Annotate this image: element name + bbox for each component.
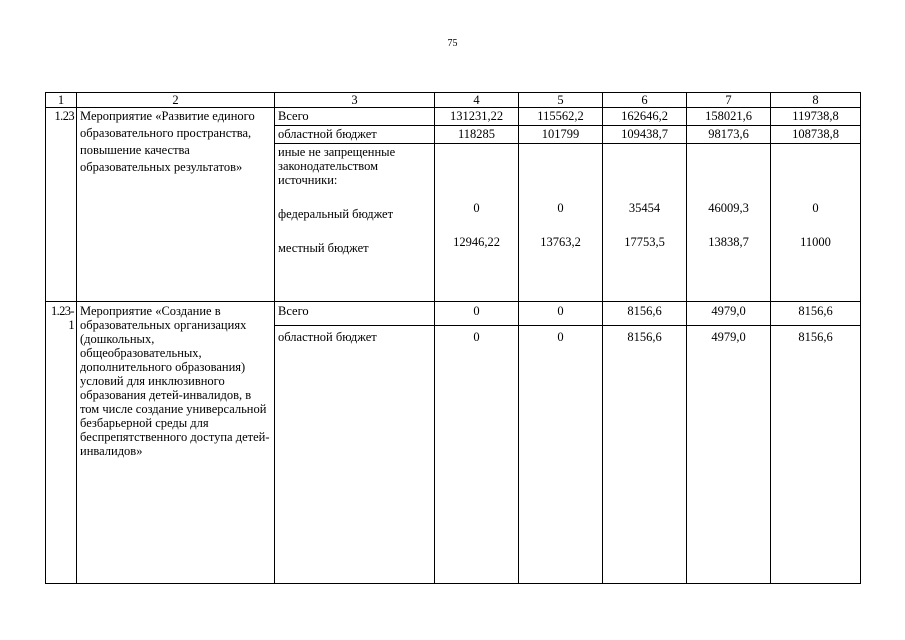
row-id: 1.23 — [46, 108, 77, 302]
header-cell: 1 — [46, 93, 77, 108]
header-cell: 4 — [435, 93, 519, 108]
value-cell: 158021,6 — [687, 108, 771, 126]
source-cell: Всего — [275, 108, 435, 126]
row-name: Мероприятие «Развитие единого образовательного пространства, повышение качества образовательных результатов» — [77, 108, 275, 302]
value-cell-group — [519, 144, 603, 302]
row-name: Мероприятие «Создание в образовательных организациях (дошкольных, общеобразовательных, дополнительного образования) условий для инклюзивного образования детей-инвалидов, в том числе создание универсальной безбарьерной среды для беспрепятственного доступа детей-инвалидов» — [77, 302, 275, 584]
value-line: 46009,3 — [708, 201, 749, 215]
source-line: федеральный бюджет — [278, 207, 394, 221]
value-cell: 0 — [435, 302, 519, 326]
value-cell: 119738,8 — [771, 108, 861, 126]
source-cell: областной бюджет — [275, 326, 435, 584]
header-row — [46, 93, 861, 108]
value-cell: 115562,2 — [519, 108, 603, 126]
value-line: 12946,22 — [453, 235, 500, 249]
value-line — [606, 144, 683, 201]
header-cell: 3 — [275, 93, 435, 108]
value-line: 17753,5 — [624, 235, 665, 249]
header-cell: 5 — [519, 93, 603, 108]
value-line: 11000 — [800, 235, 831, 249]
value-cell: 8156,6 — [603, 326, 687, 584]
value-line: 0 — [812, 201, 819, 215]
value-line: 13763,2 — [540, 235, 581, 249]
value-line — [522, 144, 599, 201]
value-line: 0 — [557, 201, 564, 215]
header-cell: 2 — [77, 93, 275, 108]
value-cell: 0 — [519, 326, 603, 584]
source-line: иные не запрещенные законодательством источники: — [278, 145, 396, 187]
value-cell: 4979,0 — [687, 302, 771, 326]
table-row — [46, 108, 861, 126]
value-line — [690, 144, 767, 201]
value-cell: 118285 — [435, 126, 519, 144]
value-cell-group — [603, 144, 687, 302]
value-cell: 101799 — [519, 126, 603, 144]
value-cell: 4979,0 — [687, 326, 771, 584]
page-number: 75 — [447, 38, 458, 49]
value-cell-group — [435, 144, 519, 302]
header-cell: 6 — [603, 93, 687, 108]
value-cell-group — [687, 144, 771, 302]
value-cell: 162646,2 — [603, 108, 687, 126]
budget-table — [45, 92, 861, 584]
header-cell: 7 — [687, 93, 771, 108]
value-cell: 131231,22 — [435, 108, 519, 126]
value-cell: 8156,6 — [603, 302, 687, 326]
source-line: местный бюджет — [278, 241, 369, 255]
value-line: 0 — [473, 201, 480, 215]
source-cell: областной бюджет — [275, 126, 435, 144]
value-cell: 98173,6 — [687, 126, 771, 144]
value-cell: 108738,8 — [771, 126, 861, 144]
value-cell: 8156,6 — [771, 326, 861, 584]
value-cell: 8156,6 — [771, 302, 861, 326]
header-cell: 8 — [771, 93, 861, 108]
value-cell-group — [771, 144, 861, 302]
row-id: 1.23-1 — [46, 302, 77, 584]
table-row — [46, 302, 861, 326]
value-line: 13838,7 — [708, 235, 749, 249]
source-cell-group — [275, 144, 435, 302]
value-line — [438, 144, 515, 201]
value-cell: 0 — [519, 302, 603, 326]
source-cell: Всего — [275, 302, 435, 326]
value-cell: 109438,7 — [603, 126, 687, 144]
value-cell: 0 — [435, 326, 519, 584]
value-line — [774, 144, 857, 201]
value-line: 35454 — [628, 201, 661, 215]
